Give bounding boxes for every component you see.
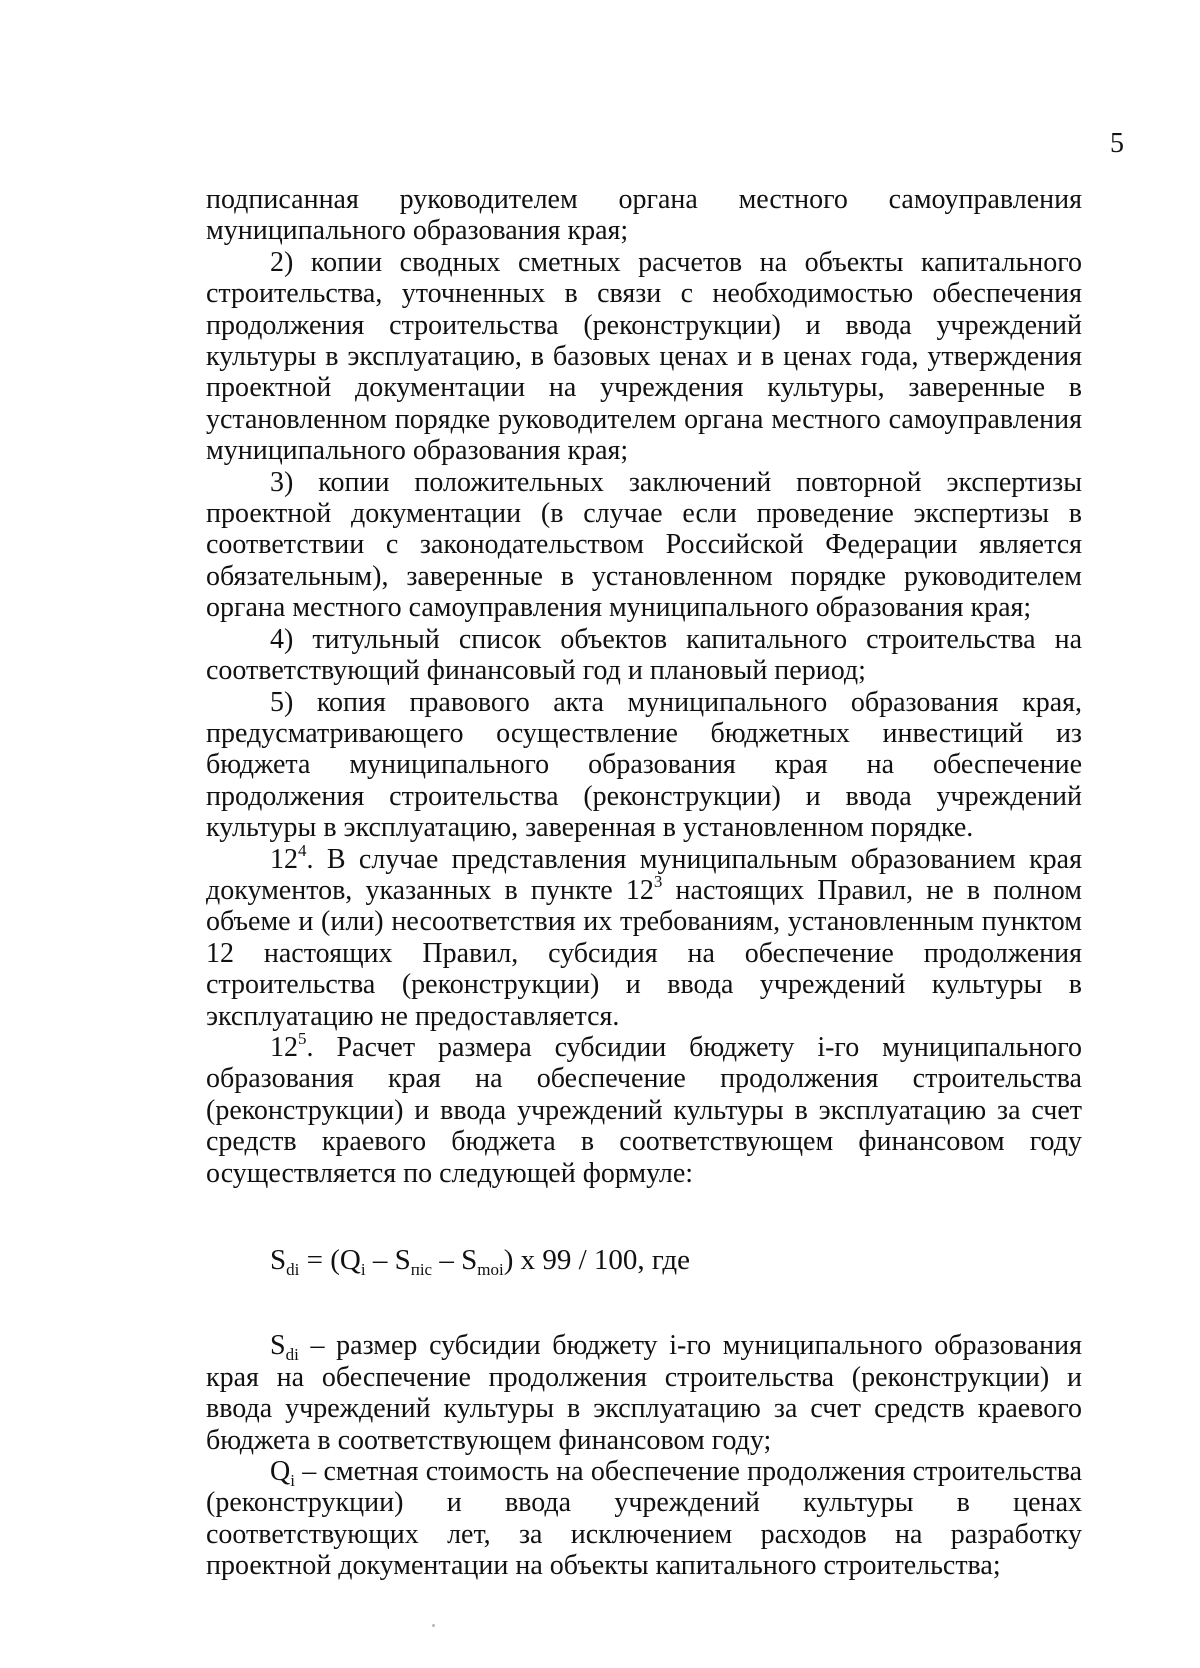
formula-minus-s2: – S [432, 1244, 478, 1276]
definition-text: – размер субсидии бюджету i-го муниципального образования края на обеспечение продолжения строительства (реконструкции) и ввода учреждений культуры в эксплуатацию за счет средств краевого бюджета в соответствующем финансовом году; [206, 1330, 1082, 1456]
definition-sdi [206, 1330, 1082, 1456]
subsidy-formula [206, 1244, 1082, 1279]
document-body [206, 184, 1082, 1582]
formula-subscript-moi: moi [477, 1260, 504, 1279]
formula-symbol-s: S [270, 1244, 287, 1276]
reference-superscript: 3 [653, 871, 663, 891]
formula-tail: ) x 99 / 100, где [503, 1244, 690, 1276]
clause-number: 12 [270, 1031, 298, 1063]
formula-subscript-pic: пic [410, 1260, 433, 1279]
clause-superscript: 5 [298, 1028, 307, 1048]
paragraph-item-2: 2) копии сводных сметных расчетов на объекты капитального строительства, уточненных в связи с необходимостью обеспечения продолжения строительства (реконструкции) и ввода учреждений культуры в эксплуатацию, в базовых ценах и в ценах года, утверждения проектной документации на учреждения культуры, заверенные в установленном порядке руководителем органа местного самоуправления муниципального образования края; [206, 246, 1082, 467]
definition-subscript: i [290, 1471, 295, 1491]
formula-minus-s: – S [365, 1244, 411, 1276]
paragraph-12-4 [206, 840, 1082, 1032]
page-number: 5 [1110, 128, 1124, 159]
formula-subscript-di: di [286, 1260, 300, 1279]
paragraph-12-5 [206, 1028, 1082, 1189]
definition-subscript: di [285, 1345, 299, 1365]
clause-number: 12 [270, 843, 298, 875]
paragraph-item-3: 3) копии положительных заключений повторной экспертизы проектной документации (в случае если проведение экспертизы в соответствии с законодательством Российской Федерации является обязательным), заверенные в установленном порядке руководителем органа местного самоуправления муниципального образования края; [206, 466, 1082, 624]
formula-equals-q: = (Q [299, 1244, 361, 1276]
clause-text-b: настоящих Правил, не в полном объеме и (или) несоответствия их требованиям, установленным пунктом 12 настоящих Правил, субсидия на обеспечение продолжения строительства (реконструкции) и ввода учреждений культуры в эксплуатацию не предоставляется. [206, 874, 1082, 1032]
definition-qi [206, 1456, 1082, 1582]
clause-text: . Расчет размера субсидии бюджету i-го муниципального образования края на обеспечение продолжения строительства (реконструкции) и ввода учреждений культуры в эксплуатацию за счет средств краевого бюджета в соответствующем финансовом году осуществляется по следующей формуле: [206, 1031, 1082, 1189]
paragraph-continuation: подписанная руководителем органа местного самоуправления муниципального образования края; [206, 184, 1082, 247]
clause-text-a: . В случае представления муниципальным образованием края документов, указанных в пункте 12 [206, 843, 1082, 906]
clause-superscript: 4 [298, 840, 307, 860]
scan-speck [432, 1624, 435, 1627]
formula-subscript-i: i [360, 1260, 366, 1279]
definition-symbol: S [270, 1330, 286, 1362]
paragraph-item-4: 4) титульный список объектов капитального строительства на соответствующий финансовый год и плановый период; [206, 623, 1082, 687]
paragraph-item-5: 5) копия правового акта муниципального образования края, предусматривающего осуществление бюджетных инвестиций из бюджета муниципального образования края на обеспечение продолжения строительства (реконструкции) и ввода учреждений культуры в эксплуатацию, заверенная в установленном порядке. [206, 686, 1082, 844]
definition-text: – сметная стоимость на обеспечение продолжения строительства (реконструкции) и ввода учреждений культуры в ценах соответствующих лет, за исключением расходов на разработку проектной документации на объекты капитального строительства; [206, 1456, 1082, 1582]
definition-symbol: Q [270, 1456, 291, 1488]
